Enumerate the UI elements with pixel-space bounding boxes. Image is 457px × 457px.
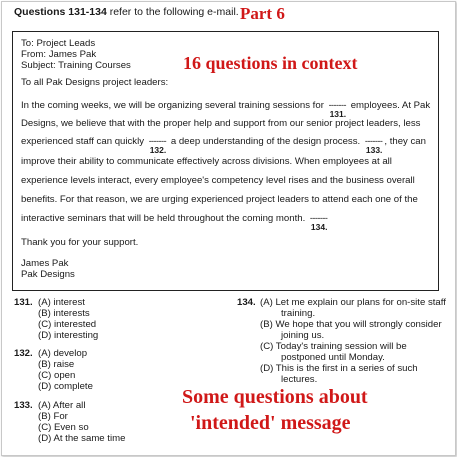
answer-option[interactable]: (B) raise — [38, 359, 75, 370]
intended-annotation-line-2: 'intended' message — [190, 412, 351, 434]
answer-option[interactable]: (A) develop — [38, 348, 88, 359]
email-body-line: improve their ability to communicate effectively across divisions. When employees at all — [21, 156, 392, 167]
email-body-line: Designs, we believe that with the proper help and support from our senior project leaders, less — [21, 118, 421, 129]
answer-option[interactable]: (C) Even so — [38, 422, 89, 433]
answer-option[interactable]: (C) interested — [38, 319, 97, 330]
email-subject: Subject: Training Courses — [21, 60, 131, 71]
blank-131: ------- 131. — [328, 100, 347, 119]
signature-company: Pak Designs — [21, 269, 75, 280]
question-number: 134. — [237, 297, 256, 308]
question-number: 132. — [14, 348, 33, 359]
question-number: 133. — [14, 400, 33, 411]
context-annotation: 16 questions in context — [183, 53, 358, 73]
part-label: Part 6 — [240, 4, 285, 23]
blank-132: ------- 132. — [148, 136, 167, 155]
intro-text: refer to the following e-mail. — [109, 6, 239, 18]
answer-option[interactable]: (A) Let me explain our plans for on-site staff — [260, 297, 446, 308]
email-to: To: Project Leads — [21, 38, 96, 49]
email-body-line: experienced staff can quickly ------- 132. a deep understanding of the design process. ------- 133. , they can — [21, 136, 426, 155]
email-body-line: benefits. For that reason, we are urging experienced project leaders to attend each one of the — [21, 194, 418, 205]
email-passage — [12, 31, 439, 291]
question-number: 131. — [14, 297, 33, 308]
email-body-line: experience levels interact, every employee's competency level rises and the business overall — [21, 175, 415, 186]
answer-option-continued: lectures. — [281, 374, 318, 385]
email-body-line: In the coming weeks, we will be organizing several training sessions for ------- 131. employees. At Pak — [21, 100, 431, 119]
screenshot-frame — [1, 1, 456, 456]
answer-option-continued: training. — [281, 308, 316, 319]
answer-option[interactable]: (D) complete — [38, 381, 93, 392]
email-greeting: To all Pak Designs project leaders: — [21, 77, 169, 88]
answer-option[interactable]: (C) open — [38, 370, 76, 381]
passage-intro — [14, 6, 239, 18]
blank-133: ------- 133. — [364, 136, 383, 155]
questions-range: Questions 131-134 — [14, 6, 107, 18]
intended-annotation-line-1: Some questions about — [182, 386, 368, 408]
answer-option[interactable]: (B) For — [38, 411, 68, 422]
blank-134: ------- 134. — [309, 213, 328, 232]
email-from: From: James Pak — [21, 49, 97, 60]
email-body-line: interactive seminars that will be held throughout the coming month. ------- 134. — [21, 213, 328, 232]
answer-option[interactable]: (D) interesting — [38, 330, 99, 341]
answer-option[interactable]: (B) interests — [38, 308, 90, 319]
answer-option[interactable]: (A) interest — [38, 297, 85, 308]
answer-option[interactable]: (B) We hope that you will strongly consider — [260, 319, 442, 330]
email-thanks: Thank you for your support. — [21, 237, 139, 248]
answer-option[interactable]: (A) After all — [38, 400, 86, 411]
answer-option[interactable]: (D) At the same time — [38, 433, 126, 444]
signature-name: James Pak — [21, 258, 69, 269]
answer-option-continued: joining us. — [281, 330, 325, 341]
answer-option[interactable]: (C) Today's training session will be — [260, 341, 407, 352]
answer-option-continued: postponed until Monday. — [281, 352, 385, 363]
answer-option[interactable]: (D) This is the first in a series of such — [260, 363, 418, 374]
